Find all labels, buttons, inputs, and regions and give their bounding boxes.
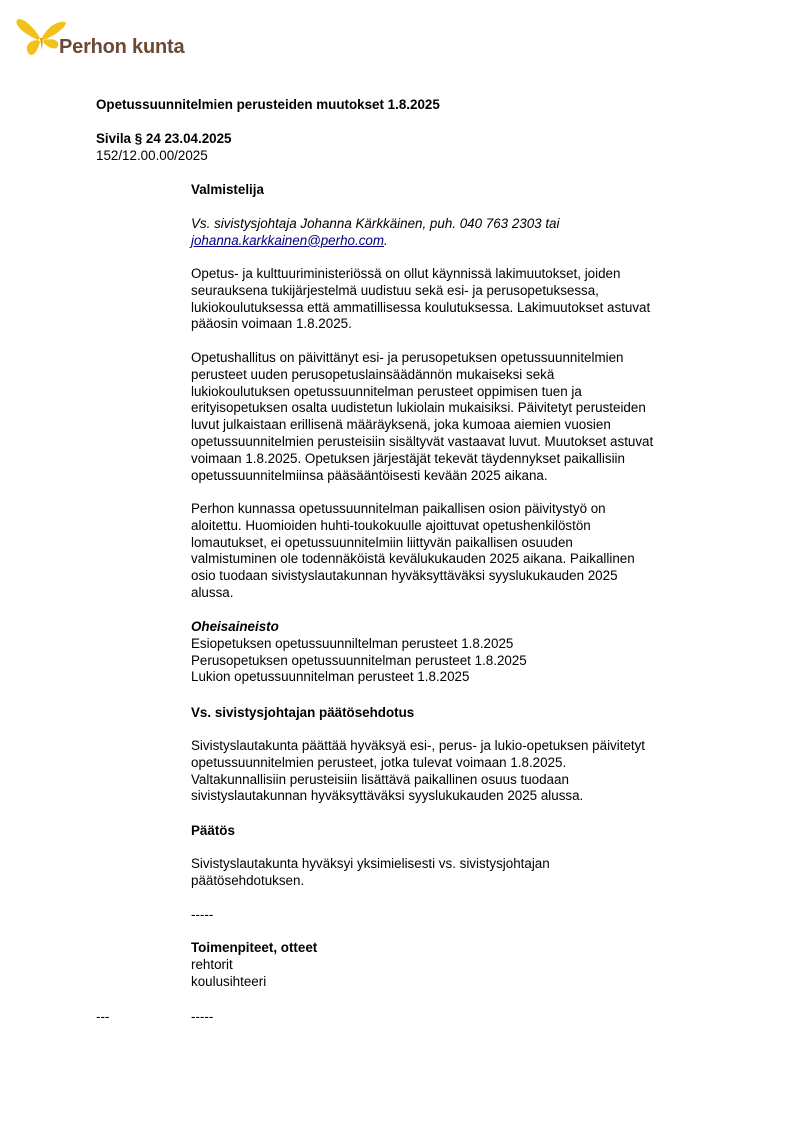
- attachment-item: Perusopetuksen opetussuunnitelman perusteet 1.8.2025: [191, 652, 527, 668]
- logo-text: Perhon kunta: [59, 36, 185, 58]
- diary-number: 152/12.00.00/2025: [96, 148, 208, 163]
- paragraph-line: Sivistyslautakunta hyväksyi yksimielisesti vs. sivistysjohtajan: [191, 856, 550, 871]
- paragraph-line: lomautukset, ei opetussuunnitelmiin liittyvän paikallisen osuuden: [191, 534, 573, 550]
- paragraph-line: luvut julkaistaan erillisenä määräyksenä, joka kumoaa aiemien vuosien: [191, 417, 611, 433]
- actions-section: [191, 940, 711, 990]
- paragraph-curriculum-update: [191, 350, 711, 484]
- paragraph-line: Sivistyslautakunta päättää hyväksyä esi-, perus- ja lukio-opetuksen päivitetyt: [191, 738, 646, 753]
- attachments-heading: Oheisaineisto: [191, 619, 279, 634]
- decision-separator: -----: [191, 907, 214, 922]
- paragraph-line: Opetushallitus on päivittänyt esi- ja perusopetuksen opetussuunnitelmien: [191, 350, 624, 365]
- actions-heading: Toimenpiteet, otteet: [191, 940, 318, 955]
- attachment-item: Esiopetuksen opetussuunniltelman perusteet 1.8.2025: [191, 635, 514, 651]
- decision-heading: Päätös: [191, 823, 235, 838]
- footer-right-marker: -----: [191, 1009, 214, 1024]
- preparer-heading: Valmistelija: [191, 182, 264, 197]
- preparer-contact: [191, 216, 711, 250]
- paragraph-line: valmistuminen ole todennäköistä kevälukukauden 2025 aikana. Paikallinen: [191, 551, 635, 567]
- paragraph-line: Valtakunnallisiin perusteisiin lisättävä paikallinen osuus tuodaan: [191, 771, 569, 787]
- paragraph-line: opetussuunnitelmiinsa pääsääntöisesti kevään 2025 aikana.: [191, 467, 548, 483]
- preparer-email-link[interactable]: johanna.karkkainen@perho.com: [191, 232, 384, 248]
- document-title: Opetussuunnitelmien perusteiden muutokset 1.8.2025: [96, 97, 440, 112]
- paragraph-line: osio tuodaan sivistyslautakunnan hyväksyttäväksi syyslukukauden 2025: [191, 568, 618, 584]
- paragraph-line: sivistyslautakunnan hyväksyttäväksi syyslukukauden 2025 alussa.: [191, 788, 584, 804]
- paragraph-line: Perhon kunnassa opetussuunnitelman paikallisen osion päivitystyö on: [191, 501, 606, 516]
- preparer-email-suffix: .: [384, 232, 388, 248]
- paragraph-line: erityisopetuksen osalta uudistetun lukiolain mukaisiksi. Päivitetyt perusteiden: [191, 400, 646, 416]
- meeting-reference: Sivila § 24 23.04.2025: [96, 131, 232, 146]
- preparer-line: Vs. sivistysjohtaja Johanna Kärkkäinen, puh. 040 763 2303 tai: [191, 216, 560, 231]
- paragraph-line: päätösehdotuksen.: [191, 872, 305, 888]
- attachments-section: [191, 619, 711, 686]
- paragraph-line: lukiokoulutuksen opetussuunnitelman perusteet oppimisen tuen ja: [191, 383, 582, 399]
- proposal-text: [191, 738, 711, 805]
- attachment-item: Lukion opetussuunnitelman perusteet 1.8.2025: [191, 669, 470, 685]
- paragraph-line: seurauksena tukijärjestelmä uudistuu sekä esi- ja perusopetuksessa,: [191, 282, 599, 298]
- paragraph-line: Opetus- ja kulttuuriministeriössä on ollut käynnissä lakimuutokset, joiden: [191, 266, 621, 281]
- municipality-logo: [14, 8, 194, 62]
- paragraph-line: opetussuunnitelmien perusteet, jotka tulevat voimaan 1.8.2025.: [191, 754, 567, 770]
- proposal-heading: Vs. sivistysjohtajan päätösehdotus: [191, 705, 415, 720]
- paragraph-local-section: [191, 501, 711, 602]
- paragraph-line: perusteet uuden perusopetuslainsäädännön mukaiseksi sekä: [191, 366, 555, 382]
- paragraph-line: alussa.: [191, 584, 234, 600]
- action-item: koulusihteeri: [191, 973, 267, 989]
- paragraph-line: aloitettu. Huomioiden huhti-toukokuulle ajoittuvat opetushenkilöstön: [191, 517, 591, 533]
- paragraph-line: pääosin voimaan 1.8.2025.: [191, 316, 352, 332]
- paragraph-line: lukiokoulutuksessa että ammatillisessa koulutuksessa. Lakimuutokset astuvat: [191, 299, 651, 315]
- paragraph-line: voimaan 1.8.2025. Opetuksen järjestäjät tekevät täydennykset paikallisiin: [191, 450, 625, 466]
- action-item: rehtorit: [191, 956, 233, 972]
- footer-left-marker: ---: [96, 1009, 110, 1024]
- paragraph-line: opetussuunnitelmien perusteisiin sisältyvät vastaavat luvut. Muutokset astuvat: [191, 433, 654, 449]
- paragraph-law-changes: [191, 266, 711, 333]
- decision-text: [191, 856, 711, 890]
